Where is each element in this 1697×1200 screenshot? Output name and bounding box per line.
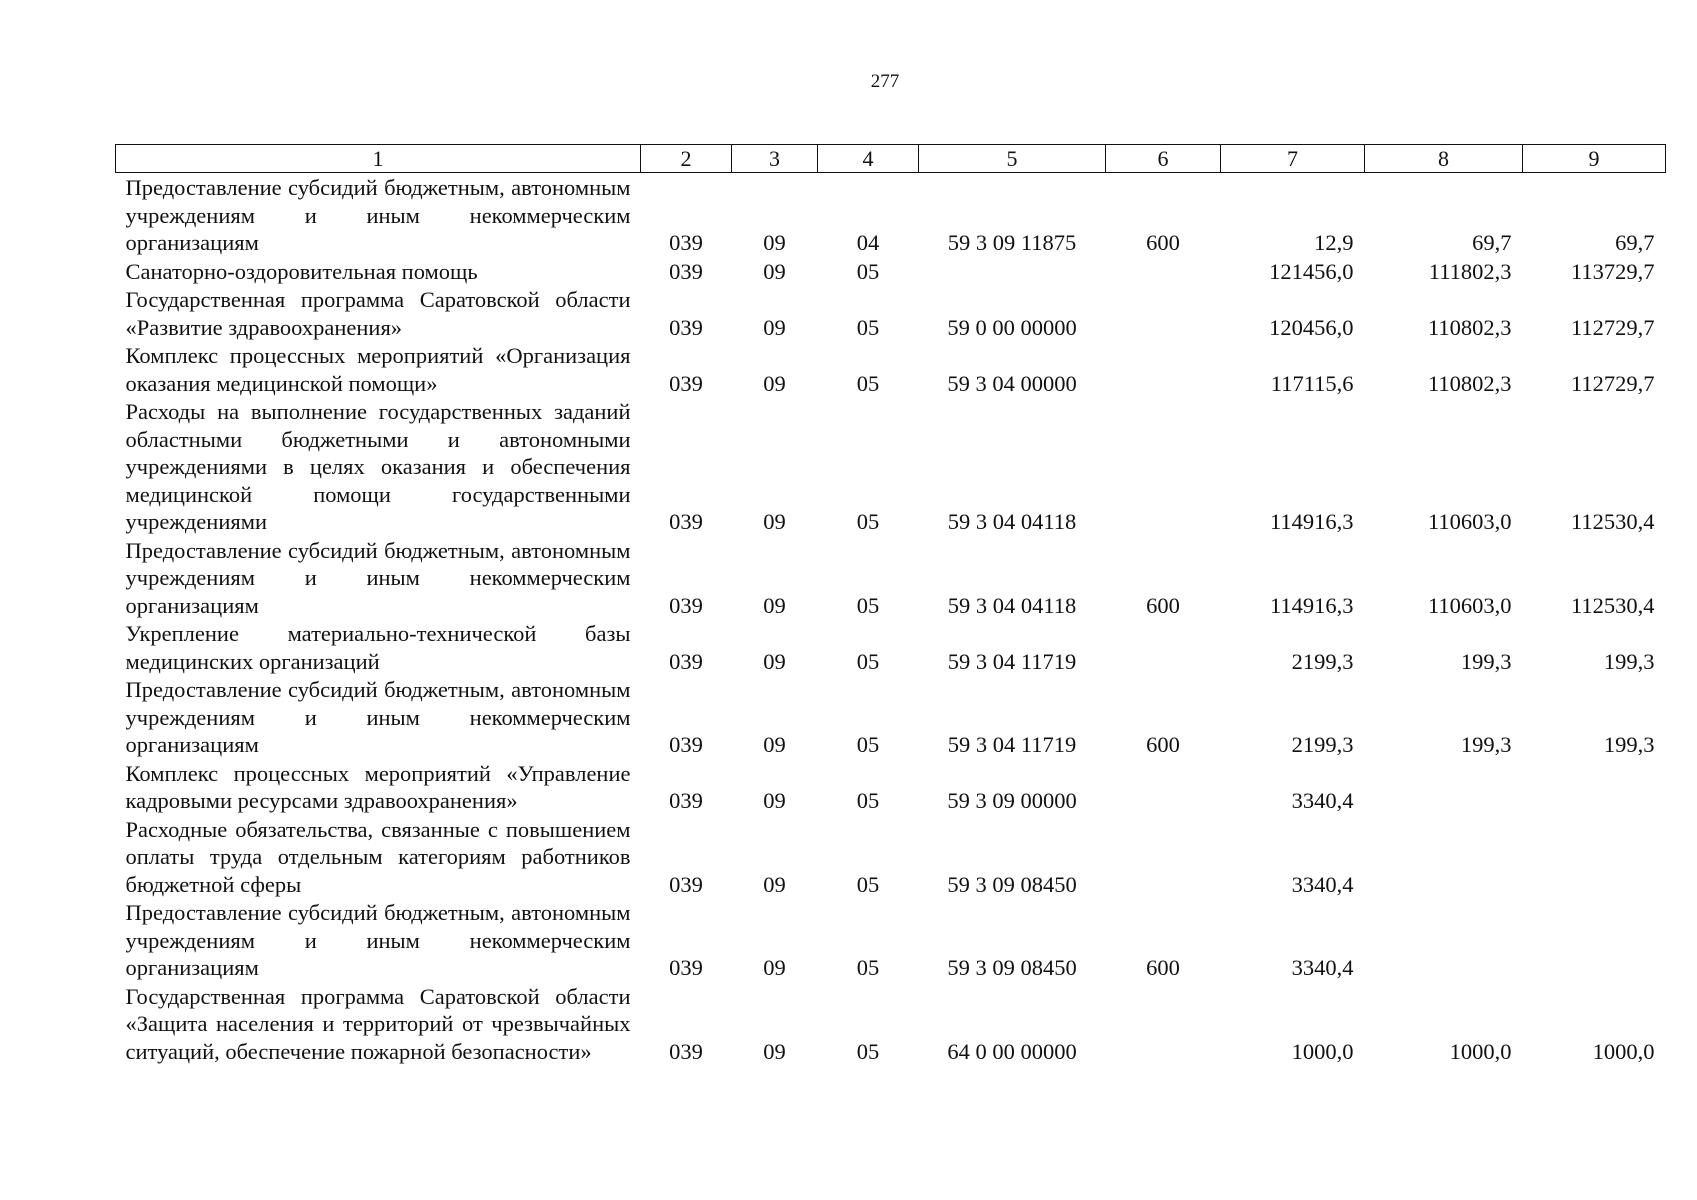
section-code-cell: 09 — [763, 230, 786, 255]
row-name-cell: Комплекс процессных мероприятий «Организация оказания медицинской помощи» — [125, 343, 631, 396]
budget-table — [115, 144, 1666, 1065]
amount-year-2-cell: 199,3 — [1460, 648, 1512, 674]
amount-year-1-cell: 121456,0 — [1269, 258, 1354, 284]
page-number: 277 — [870, 71, 900, 92]
target-article-cell — [919, 257, 1106, 286]
column-header: 2 — [641, 145, 732, 173]
ministry-code-cell: 039 — [669, 509, 703, 534]
column-header: 8 — [1365, 145, 1523, 173]
subsection-code-cell: 05 — [856, 509, 880, 534]
target-article-cell: 59 3 09 11875 — [947, 230, 1077, 255]
amount-year-1-cell: 2199,3 — [1291, 648, 1354, 674]
amount-year-3-cell: 1000,0 — [1592, 1038, 1655, 1064]
table-row — [116, 898, 1666, 982]
table-row — [116, 759, 1666, 815]
table-header-row — [116, 145, 1666, 173]
table-row — [116, 397, 1666, 536]
subsection-code-cell: 05 — [856, 258, 880, 284]
amount-year-2-cell: 1000,0 — [1449, 1038, 1512, 1064]
amount-year-3-cell — [1523, 898, 1666, 982]
subsection-code-cell: 05 — [856, 592, 880, 618]
ministry-code-cell: 039 — [669, 230, 703, 255]
section-code-cell: 09 — [763, 1038, 786, 1064]
section-code-cell: 09 — [763, 370, 786, 396]
target-article-cell: 59 0 00 00000 — [947, 314, 1077, 340]
row-name-cell: Предоставление субсидий бюджетным, автономным учреждениям и иным некоммерческим организациям — [125, 175, 631, 255]
expense-type-cell — [1106, 982, 1221, 1066]
section-code-cell: 09 — [763, 258, 786, 284]
row-name-cell: Предоставление субсидий бюджетным, автономным учреждениям и иным некоммерческим организациям — [125, 537, 631, 618]
row-name-cell: Расходы на выполнение государственных заданий областными бюджетными и автономными учреждениями в целях оказания и обеспечения медицинской помощи государственными учреждениями — [125, 399, 631, 534]
subsection-code-cell: 05 — [856, 370, 880, 396]
ministry-code-cell: 039 — [669, 370, 703, 396]
ministry-code-cell: 039 — [669, 258, 703, 284]
ministry-code-cell: 039 — [669, 955, 703, 980]
section-code-cell: 09 — [763, 648, 786, 674]
expense-type-cell: 600 — [1146, 230, 1180, 255]
ministry-code-cell: 039 — [669, 871, 703, 897]
expense-type-cell: 600 — [1146, 592, 1180, 618]
ministry-code-cell: 039 — [669, 1038, 703, 1064]
column-header: 1 — [116, 145, 641, 173]
target-article-cell: 59 3 04 11719 — [947, 732, 1077, 757]
amount-year-1-cell: 120456,0 — [1269, 314, 1354, 340]
amount-year-1-cell: 114916,3 — [1269, 592, 1354, 618]
expense-type-cell: 600 — [1146, 955, 1180, 980]
amount-year-3-cell: 199,3 — [1603, 648, 1655, 674]
amount-year-1-cell: 3340,4 — [1291, 788, 1354, 813]
amount-year-1-cell: 2199,3 — [1291, 732, 1354, 757]
target-article-cell: 59 3 04 04118 — [947, 509, 1077, 534]
ministry-code-cell: 039 — [669, 788, 703, 813]
table-row — [116, 341, 1666, 397]
section-code-cell: 09 — [763, 592, 786, 618]
row-name-cell: Санаторно-оздоровительная помощь — [125, 258, 478, 284]
table-row — [116, 675, 1666, 759]
column-header: 5 — [919, 145, 1106, 173]
subsection-code-cell: 05 — [856, 955, 880, 980]
expense-type-cell — [1106, 619, 1221, 675]
amount-year-2-cell: 69,7 — [1472, 230, 1512, 255]
row-name-cell: Государственная программа Саратовской области «Защита населения и территорий от чрезвычайных ситуаций, обеспечение пожарной безопасности» — [125, 983, 631, 1064]
section-code-cell: 09 — [763, 955, 786, 980]
section-code-cell: 09 — [763, 732, 786, 757]
amount-year-1-cell: 3340,4 — [1291, 871, 1354, 897]
row-name-cell: Предоставление субсидий бюджетным, автономным учреждениям и иным некоммерческим организациям — [125, 900, 631, 980]
table-row — [116, 173, 1666, 257]
expense-type-cell — [1106, 815, 1221, 899]
amount-year-3-cell: 113729,7 — [1570, 258, 1655, 284]
amount-year-3-cell: 112729,7 — [1570, 370, 1655, 396]
amount-year-3-cell: 112729,7 — [1570, 314, 1655, 340]
target-article-cell: 59 3 04 04118 — [947, 592, 1077, 618]
row-name-cell: Расходные обязательства, связанные с повышением оплаты труда отдельным категориям работников бюджетной сферы — [125, 816, 631, 897]
target-article-cell: 59 3 09 08450 — [947, 955, 1077, 980]
amount-year-2-cell: 110603,0 — [1427, 592, 1512, 618]
target-article-cell: 59 3 09 08450 — [947, 871, 1077, 897]
column-header: 7 — [1221, 145, 1365, 173]
amount-year-3-cell — [1523, 815, 1666, 899]
column-header: 6 — [1106, 145, 1221, 173]
table-row — [116, 285, 1666, 341]
ministry-code-cell: 039 — [669, 732, 703, 757]
section-code-cell: 09 — [763, 788, 786, 813]
amount-year-2-cell: 110802,3 — [1427, 370, 1512, 396]
amount-year-1-cell: 117115,6 — [1270, 370, 1354, 396]
amount-year-2-cell — [1365, 898, 1523, 982]
subsection-code-cell: 05 — [856, 732, 880, 757]
amount-year-1-cell: 114916,3 — [1269, 509, 1354, 534]
column-header: 3 — [732, 145, 818, 173]
amount-year-2-cell — [1365, 759, 1523, 815]
table-row — [116, 619, 1666, 675]
subsection-code-cell: 05 — [856, 788, 880, 813]
table-row — [116, 815, 1666, 899]
subsection-code-cell: 05 — [856, 1038, 880, 1064]
ministry-code-cell: 039 — [669, 592, 703, 618]
expense-type-cell — [1106, 397, 1221, 536]
table-row — [116, 257, 1666, 286]
expense-type-cell: 600 — [1146, 732, 1180, 757]
amount-year-3-cell: 112530,4 — [1570, 509, 1655, 534]
subsection-code-cell: 05 — [856, 871, 880, 897]
ministry-code-cell: 039 — [669, 314, 703, 340]
amount-year-2-cell: 111802,3 — [1428, 258, 1512, 284]
section-code-cell: 09 — [763, 871, 786, 897]
row-name-cell: Предоставление субсидий бюджетным, автономным учреждениям и иным некоммерческим организациям — [125, 677, 631, 757]
amount-year-2-cell: 110603,0 — [1427, 509, 1512, 534]
amount-year-2-cell — [1365, 815, 1523, 899]
table-row — [116, 536, 1666, 620]
target-article-cell: 59 3 04 00000 — [947, 370, 1077, 396]
amount-year-3-cell: 112530,4 — [1570, 592, 1655, 618]
row-name-cell: Государственная программа Саратовской области «Развитие здравоохранения» — [125, 287, 631, 340]
amount-year-2-cell: 110802,3 — [1427, 314, 1512, 340]
expense-type-cell — [1106, 285, 1221, 341]
amount-year-1-cell: 1000,0 — [1291, 1038, 1354, 1064]
ministry-code-cell: 039 — [669, 648, 703, 674]
amount-year-3-cell: 69,7 — [1615, 230, 1655, 255]
expense-type-cell — [1106, 759, 1221, 815]
expense-type-cell — [1106, 341, 1221, 397]
table-row — [116, 982, 1666, 1066]
amount-year-3-cell — [1523, 759, 1666, 815]
amount-year-1-cell: 3340,4 — [1291, 955, 1354, 980]
column-header: 4 — [818, 145, 919, 173]
amount-year-1-cell: 12,9 — [1314, 230, 1354, 255]
table-body — [116, 173, 1666, 1066]
section-code-cell: 09 — [763, 314, 786, 340]
column-header: 9 — [1523, 145, 1666, 173]
target-article-cell: 59 3 04 11719 — [947, 648, 1077, 674]
subsection-code-cell: 05 — [856, 314, 880, 340]
target-article-cell: 64 0 00 00000 — [947, 1038, 1077, 1064]
target-article-cell: 59 3 09 00000 — [947, 788, 1077, 813]
subsection-code-cell: 04 — [856, 230, 880, 255]
row-name-cell: Укрепление материально-технической базы медицинских организаций — [125, 621, 631, 674]
amount-year-3-cell: 199,3 — [1603, 732, 1655, 757]
row-name-cell: Комплекс процессных мероприятий «Управление кадровыми ресурсами здравоохранения» — [125, 760, 631, 813]
subsection-code-cell: 05 — [856, 648, 880, 674]
section-code-cell: 09 — [763, 509, 786, 534]
amount-year-2-cell: 199,3 — [1460, 732, 1512, 757]
expense-type-cell — [1106, 257, 1221, 286]
